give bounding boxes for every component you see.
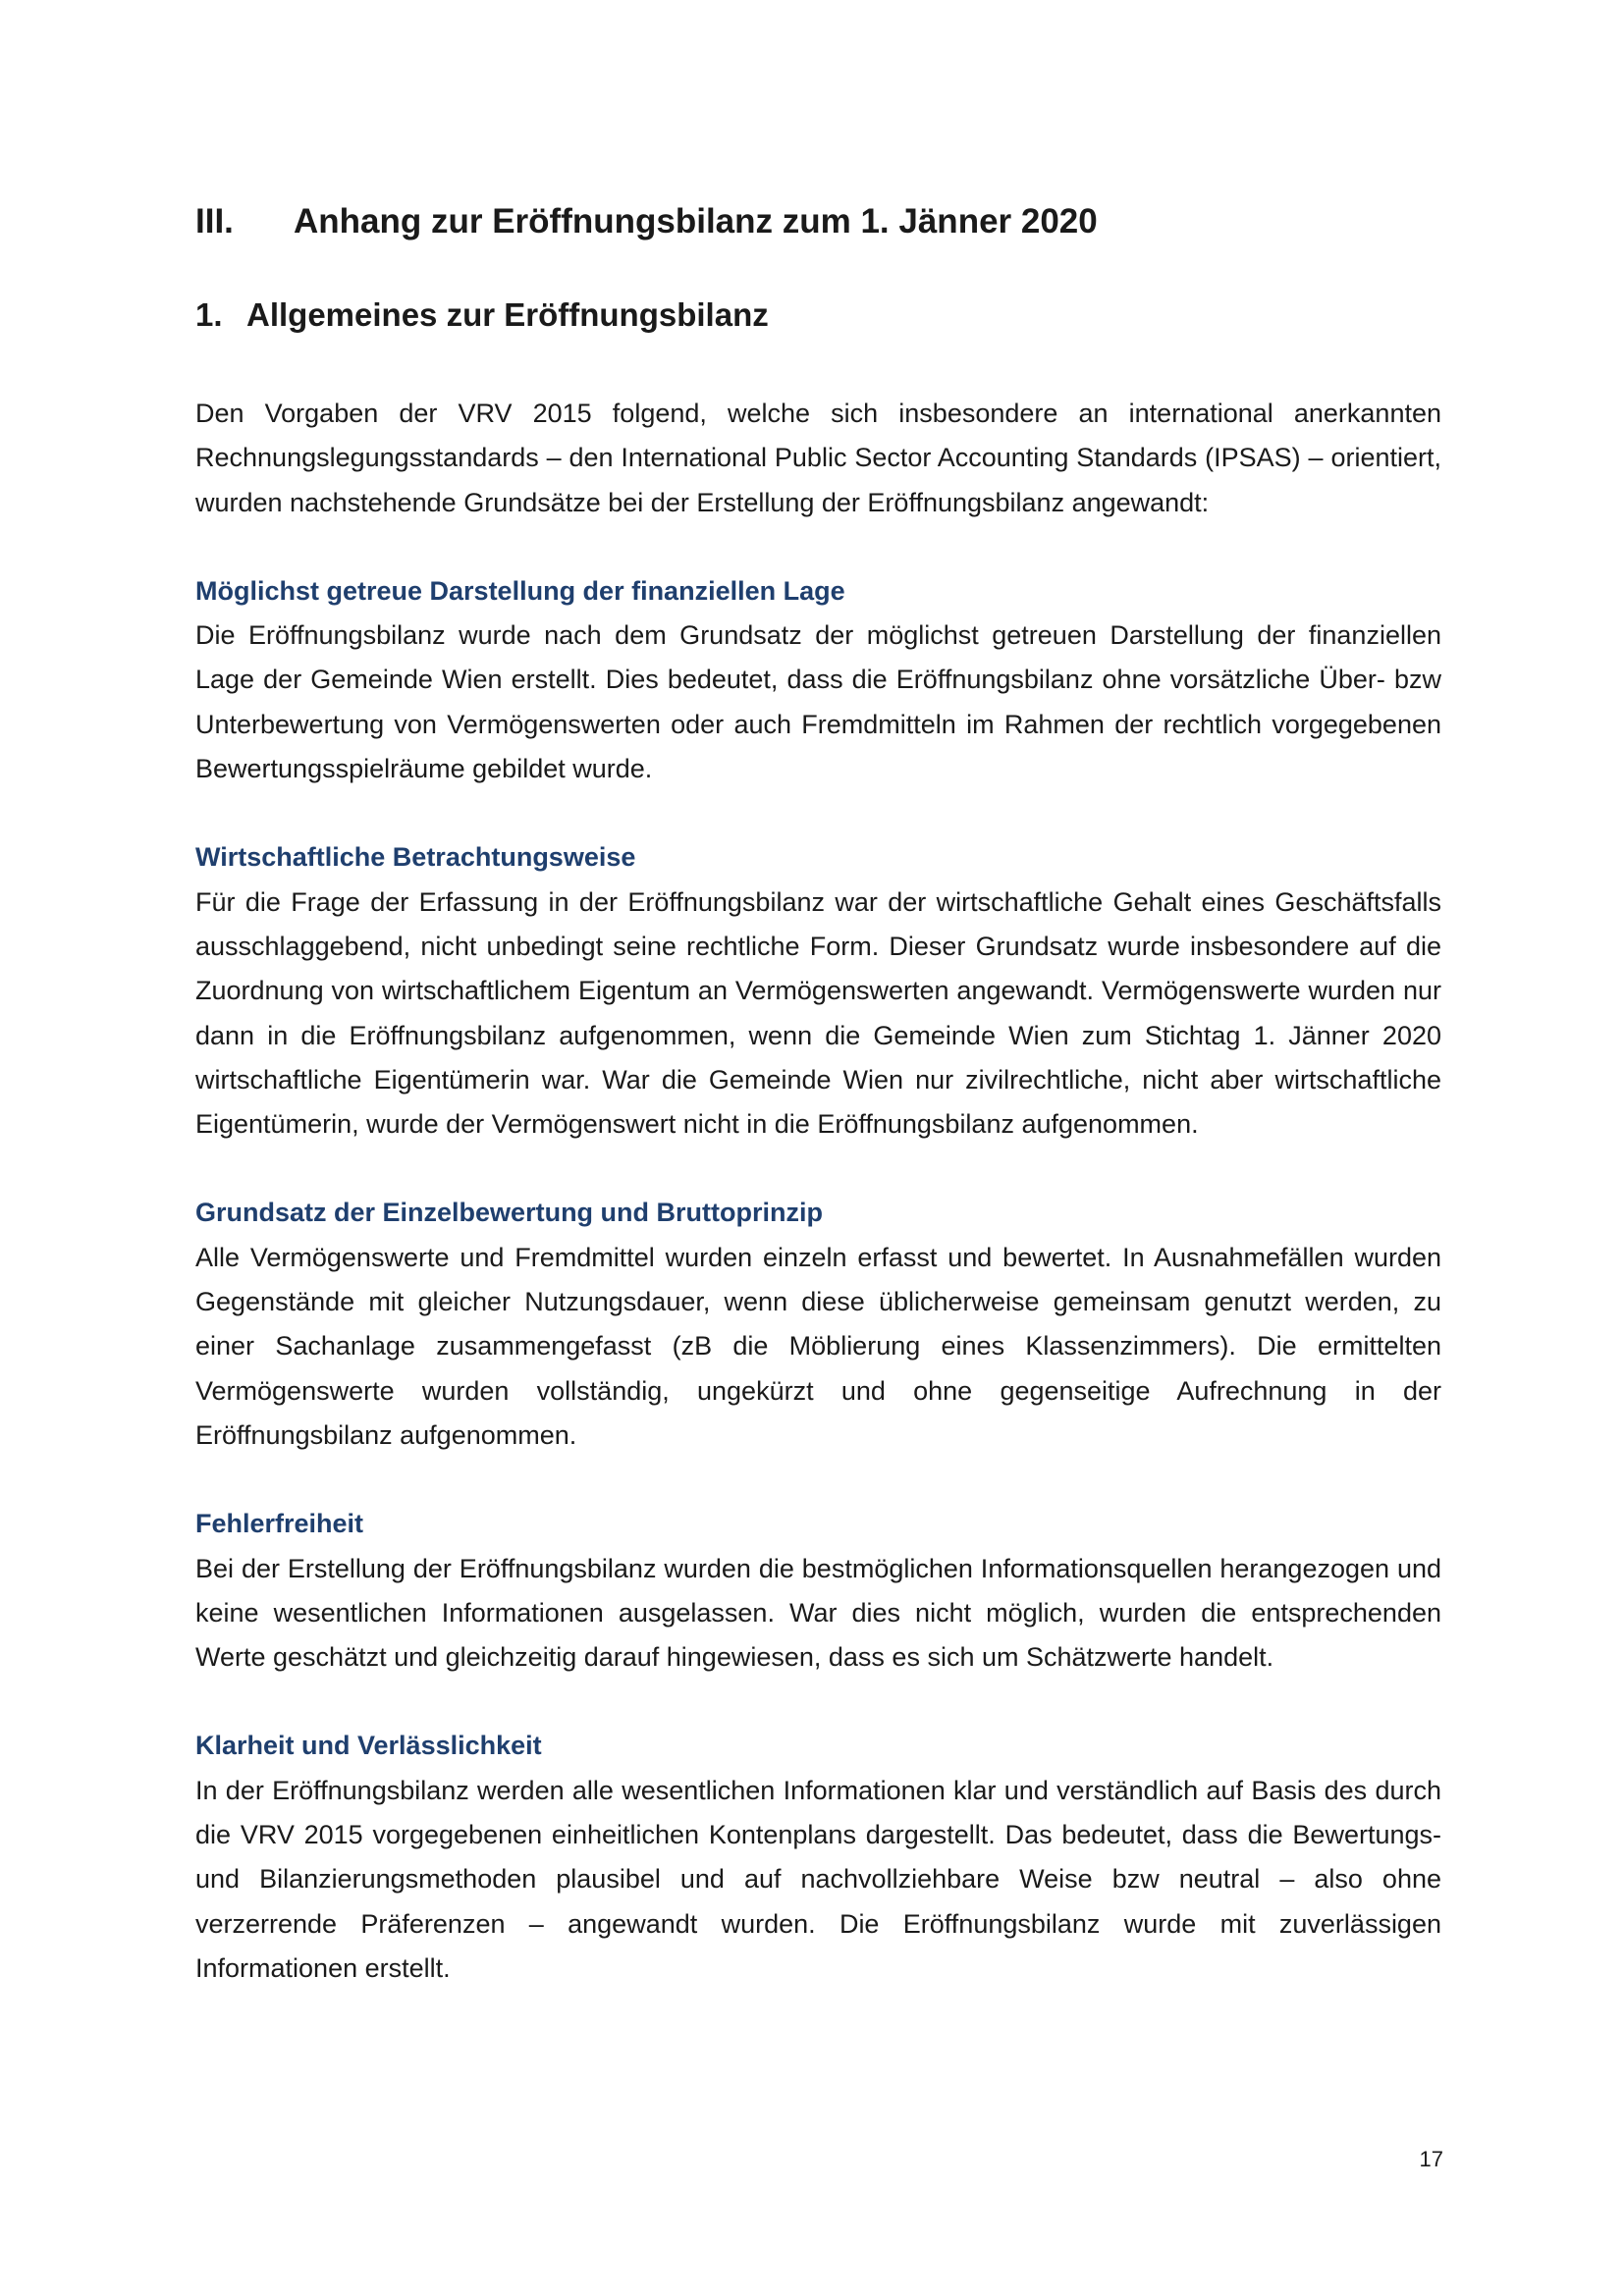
principle-text: Die Eröffnungsbilanz wurde nach dem Grundsatz der möglichst getreuen Darstellung der finanziellen Lage der Gemeinde Wien erstellt. Dies bedeutet, dass die Eröffnungsbilanz ohne vorsätzliche Über- bzw Unterbewertung von Vermögenswerten oder auch Fremdmitteln im Rahmen der rechtlich vorgegebenen Bewertungsspielräume gebildet wurde. [195,620,1441,784]
section-heading [195,286,1441,345]
chapter-heading [195,192,1441,251]
principle-text: Für die Frage der Erfassung in der Eröffnungsbilanz war der wirtschaftliche Gehalt eines Geschäftsfalls ausschlaggebend, nicht unbedingt seine rechtliche Form. Dieser Grundsatz wurde insbesondere auf die Zuordnung von wirtschaftlichem Eigentum an Vermögenswerten angewandt. Vermögenswerte wurden nur dann in die Eröffnungsbilanz aufgenommen, wenn die Gemeinde Wien zum Stichtag 1. Jänner 2020 wirtschaftliche Eigentümerin war. War die Gemeinde Wien nur zivilrechtliche, nicht aber wirtschaftliche Eigentümerin, wurde der Vermögenswert nicht in die Eröffnungsbilanz aufgenommen. [195,886,1441,1140]
page-number: 17 [1419,2147,1443,2171]
principle-block [195,1502,1441,1680]
principle-block [195,1191,1441,1458]
principle-block [195,835,1441,1147]
intro-paragraph-container [195,392,1441,525]
principle-block [195,569,1441,791]
principle-text: Bei der Erstellung der Eröffnungsbilanz wurden die bestmöglichen Informationsquellen herangezogen und keine wesentlichen Informationen ausgelassen. War dies nicht möglich, wurden die entsprechenden Werte geschätzt und gleichzeitig darauf hingewiesen, dass es sich um Schätzwerte handelt. [195,1553,1441,1673]
principle-title: Klarheit und Verlässlichkeit [195,1731,542,1761]
chapter-title: Anhang zur Eröffnungsbilanz zum 1. Jänner 2020 [294,202,1098,240]
principle-block [195,1724,1441,1991]
principle-text: Alle Vermögenswerte und Fremdmittel wurden einzeln erfasst und bewertet. In Ausnahmefällen wurden Gegenstände mit gleicher Nutzungsdauer, wenn diese üblicherweise gemeinsam genutzt werden, zu einer Sachanlage zusammengefasst (zB die Möblierung eines Klassenzimmers). Die ermittelten Vermögenswerte wurden vollständig, ungekürzt und ohne gegenseitige Aufrechnung in der Eröffnungsbilanz aufgenommen. [195,1242,1441,1450]
principle-title: Grundsatz der Einzelbewertung und Bruttoprinzip [195,1198,823,1228]
principle-title: Wirtschaftliche Betrachtungsweise [195,842,636,873]
chapter-number: III. [195,202,234,240]
principle-title: Fehlerfreiheit [195,1509,364,1539]
intro-paragraph: Den Vorgaben der VRV 2015 folgend, welche sich insbesondere an international anerkannten Rechnungslegungsstandards – den International Public Sector Accounting Standards (IPSAS) – orientiert, wurden nachstehende Grundsätze bei der Erstellung der Eröffnungsbilanz angewandt: [195,399,1441,517]
principle-text: In der Eröffnungsbilanz werden alle wesentlichen Informationen klar und verständlich auf Basis des durch die VRV 2015 vorgegebenen einheitlichen Kontenplans dargestellt. Das bedeutet, dass die Bewertungs- und Bilanzierungsmethoden plausibel und auf nachvollziehbare Weise bzw neutral – also ohne verzerrende Präferenzen – angewandt wurden. Die Eröffnungsbilanz wurde mit zuverlässigen Informationen erstellt. [195,1775,1441,1983]
section-number: 1. [195,296,223,333]
principle-title: Möglichst getreue Darstellung der finanziellen Lage [195,575,845,606]
document-page [195,192,1441,1991]
section-title: Allgemeines zur Eröffnungsbilanz [246,296,769,333]
